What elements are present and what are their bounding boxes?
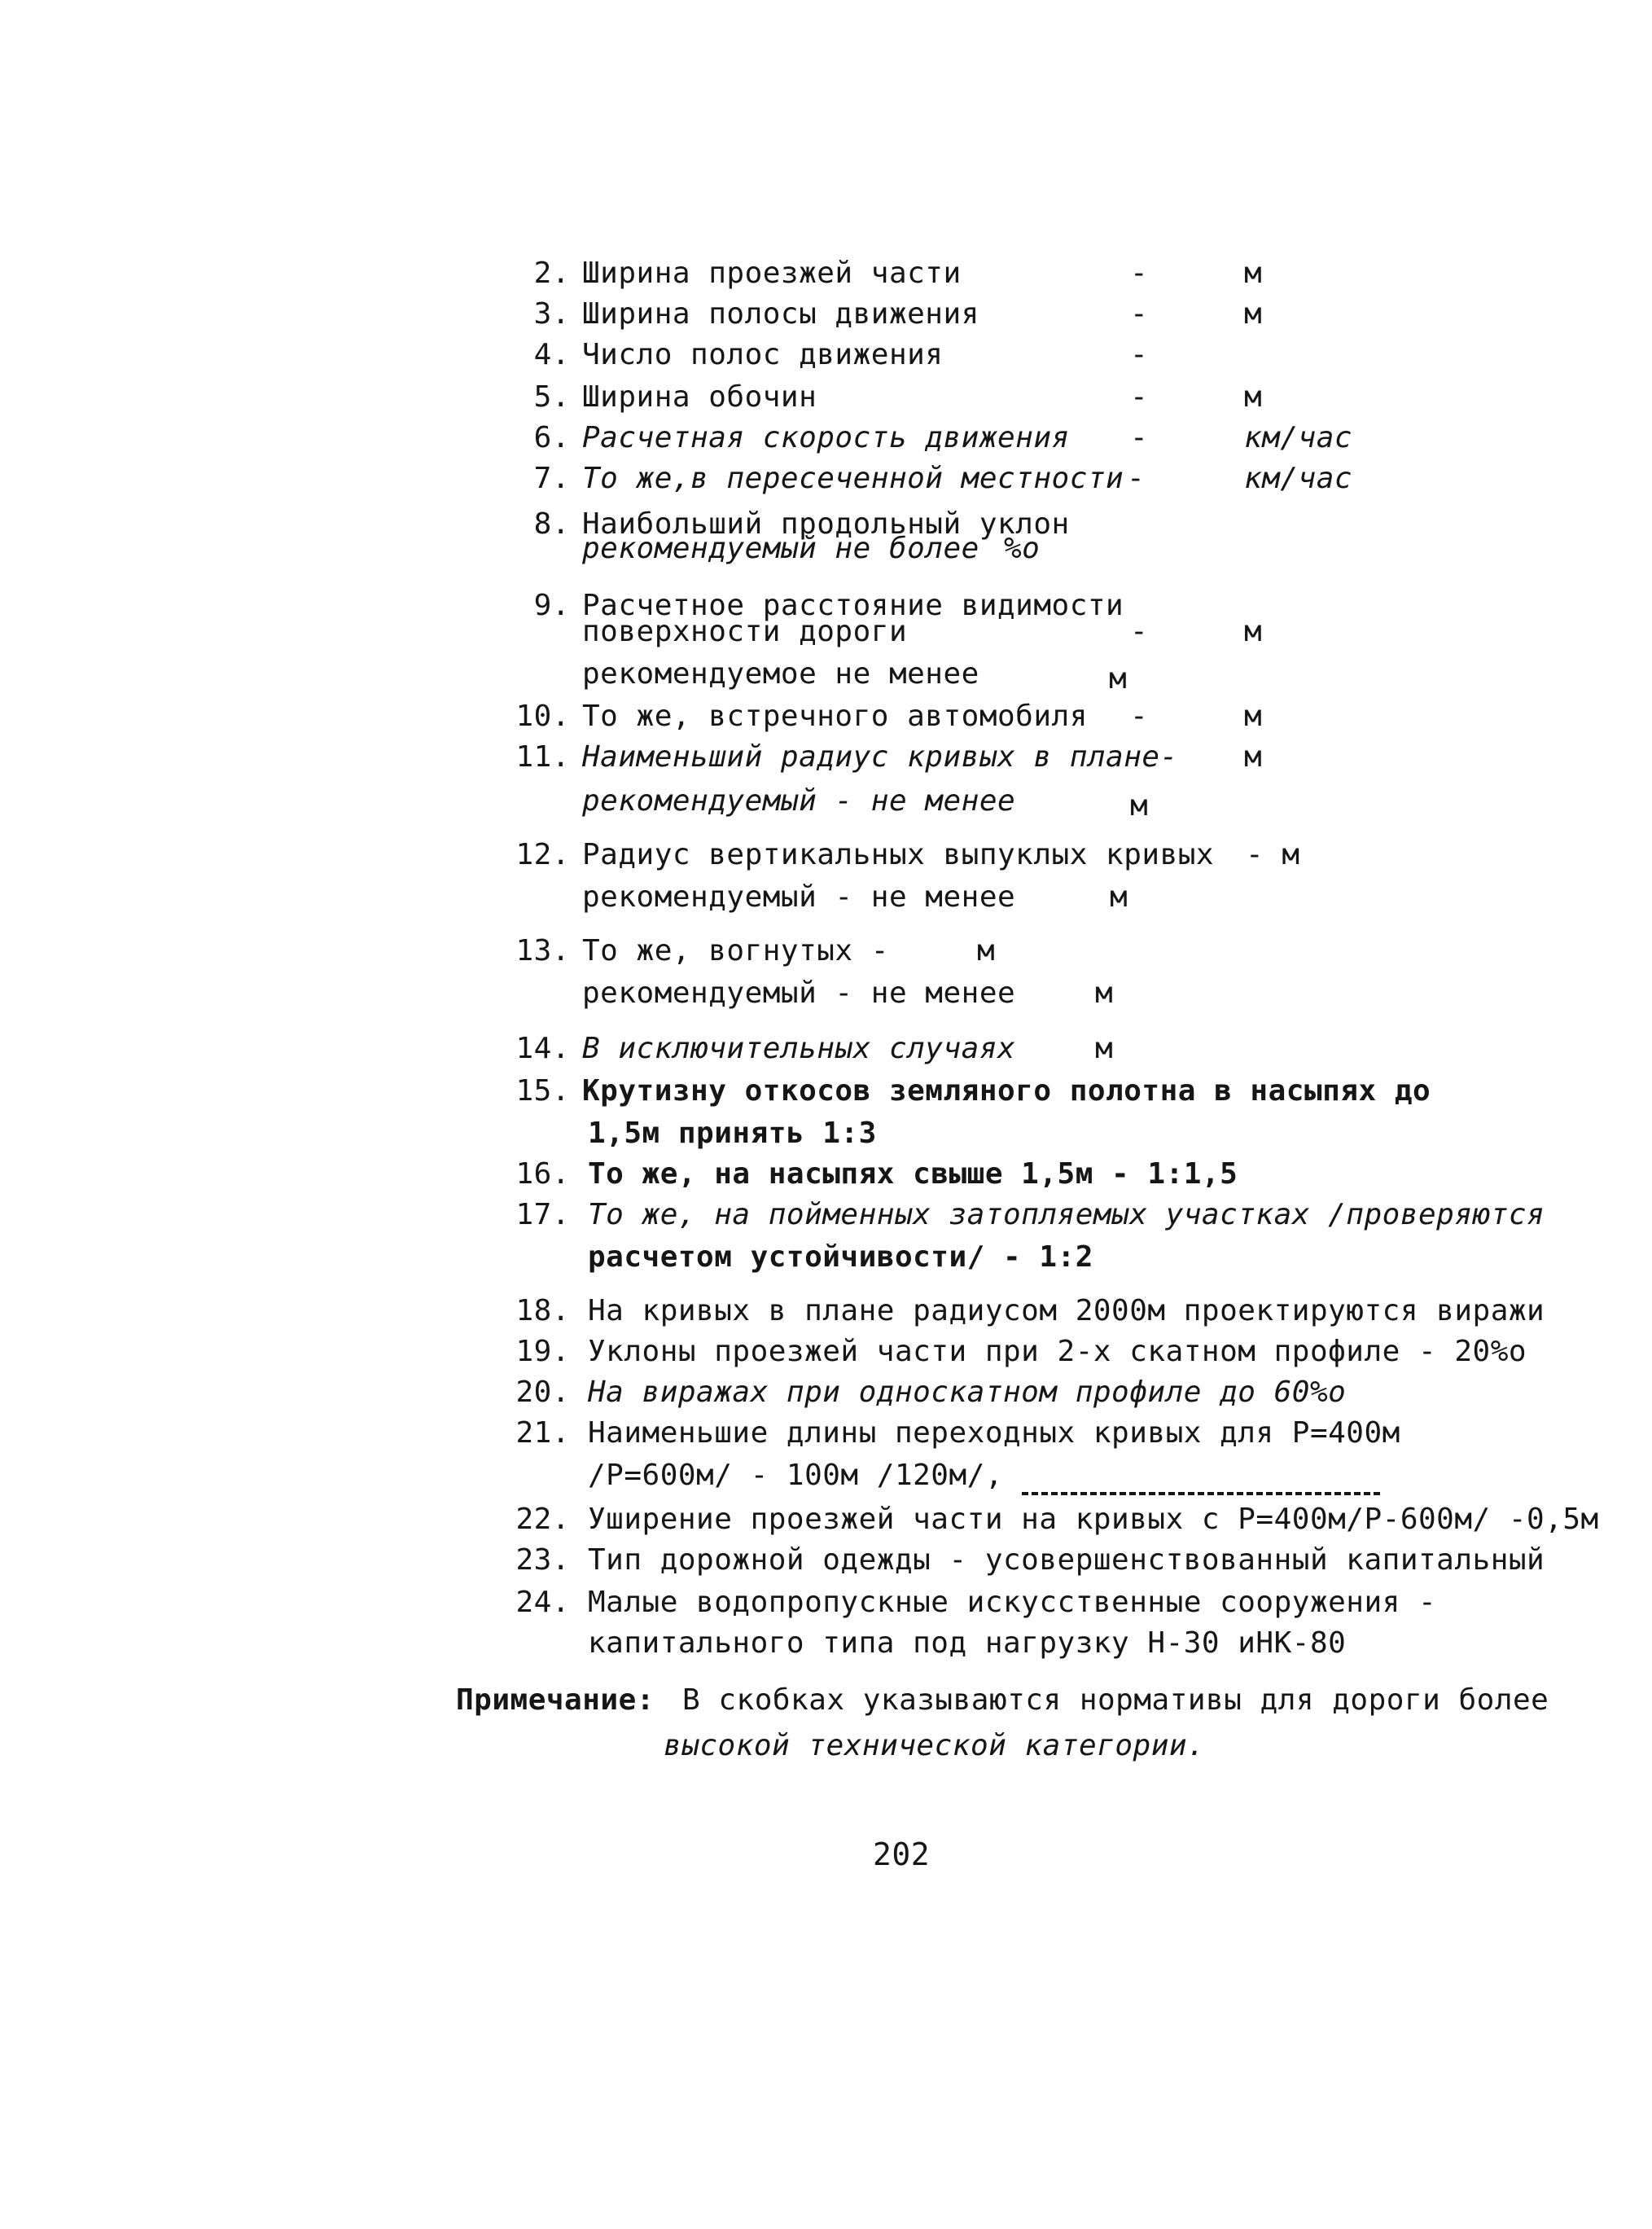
- item-number: 18.: [515, 1294, 570, 1327]
- item-text: Тип дорожной одежды - усовершенствованный капитальный: [588, 1543, 1545, 1577]
- item-unit: - м: [1246, 838, 1300, 871]
- item-number: 3.: [533, 297, 570, 331]
- item-number: 15.: [515, 1074, 570, 1108]
- item-unit: км/час: [1244, 462, 1353, 495]
- item-number: 5.: [533, 380, 570, 414]
- item-number: 2.: [533, 257, 570, 290]
- item-text: То же, встречного автомобиля: [582, 700, 1088, 733]
- item-unit: м: [1095, 1032, 1114, 1065]
- item-text: Наименьшие длины переходных кривых для Р=400м: [588, 1416, 1400, 1450]
- dashed-line: [1022, 1492, 1380, 1495]
- item-dash: -: [1130, 700, 1149, 733]
- item-dash: -: [1130, 297, 1149, 331]
- item-text: В исключительных случаях: [582, 1032, 1016, 1065]
- item-number: 7.: [533, 462, 570, 495]
- item-number: 17.: [515, 1198, 570, 1231]
- item-dash: -: [1130, 257, 1149, 290]
- item-number: 11.: [515, 740, 570, 774]
- item-number: 20.: [515, 1376, 570, 1409]
- item-number: 16.: [515, 1157, 570, 1191]
- item-text-line2: рекомендуемый - не менее: [582, 784, 1016, 818]
- item-text-line2: расчетом устойчивости/ - 1:2: [588, 1240, 1093, 1274]
- item-unit: м: [1130, 789, 1149, 823]
- item-text-line2: рекомендуемый - не менее: [582, 976, 1016, 1010]
- item-number: 8.: [533, 507, 570, 541]
- item-unit: м: [1244, 380, 1263, 414]
- item-number: 13.: [515, 934, 570, 968]
- item-text: Число полос движения: [582, 338, 944, 371]
- item-text: На кривых в плане радиусом 2000м проектируются виражи: [588, 1294, 1545, 1327]
- item-unit: м: [1244, 297, 1263, 331]
- item-unit: м: [1244, 257, 1263, 290]
- item-text: Ширина обочин: [582, 380, 817, 414]
- item-unit: м: [1109, 662, 1128, 695]
- item-text-line1: Наибольший продольный уклон: [582, 507, 1070, 541]
- item-dash: -: [1130, 380, 1149, 414]
- note-line2: высокой технической категории.: [664, 1729, 1206, 1762]
- item-unit: км/час: [1244, 421, 1353, 454]
- item-text-line2: 1,5м принять 1:3: [588, 1117, 877, 1150]
- item-text: Ширина полосы движения: [582, 297, 979, 331]
- item-number: 6.: [533, 421, 570, 454]
- item-text: Уширение проезжей части на кривых с Р=400м/Р-600м/ -0,5м: [588, 1503, 1599, 1536]
- item-dash: -: [1130, 615, 1149, 648]
- note-line1: В скобках указываются нормативы для дороги более: [682, 1683, 1549, 1717]
- item-number: 10.: [515, 700, 570, 733]
- item-unit: %o: [1004, 532, 1041, 565]
- item-text: То же, вогнутых -: [582, 934, 889, 968]
- item-number: 4.: [533, 338, 570, 371]
- item-text: Крутизну откосов земляного полотна в насыпях до: [582, 1074, 1431, 1108]
- item-text-line2: рекомендуемый не более: [582, 532, 979, 565]
- item-unit: м: [1244, 615, 1263, 648]
- item-text-line3: рекомендуемое не менее: [582, 657, 979, 691]
- item-text: На виражах при односкатном профиле до 60%o: [588, 1376, 1347, 1409]
- item-number: 19.: [515, 1335, 570, 1368]
- item-text: Ширина проезжей части: [582, 257, 962, 290]
- item-text: То же, на пойменных затопляемых участках /проверяются: [588, 1198, 1545, 1231]
- item-unit: м: [977, 934, 996, 968]
- item-text-line2: рекомендуемый - не менее: [582, 880, 1016, 914]
- item-dash: -: [1130, 421, 1149, 454]
- item-number: 22.: [515, 1503, 570, 1536]
- item-number: 14.: [515, 1032, 570, 1065]
- item-number: 24.: [515, 1586, 570, 1619]
- item-dash: -: [1127, 462, 1146, 495]
- item-text-line2: поверхности дороги: [582, 615, 908, 648]
- item-number: 21.: [515, 1416, 570, 1450]
- item-text: Расчетная скорость движения: [582, 421, 1070, 454]
- item-number: 9.: [533, 589, 570, 622]
- page-number: 202: [873, 1836, 931, 1872]
- item-text-line2: /Р=600м/ - 100м /120м/,: [588, 1459, 1003, 1492]
- item-dash: -: [1130, 338, 1149, 371]
- item-text-line2: капитального типа под нагрузку Н-30 иНК-80: [588, 1626, 1347, 1660]
- item-text-line1: Расчетное расстояние видимости: [582, 589, 1124, 622]
- item-unit: м: [1244, 740, 1263, 774]
- item-number: 23.: [515, 1543, 570, 1577]
- item-number: 12.: [515, 838, 570, 871]
- item-text: Радиус вертикальных выпуклых кривых: [582, 838, 1215, 871]
- item-text: То же, на насыпях свыше 1,5м - 1:1,5: [588, 1157, 1238, 1191]
- item-text: То же,в пересеченной местности: [582, 462, 1124, 495]
- item-unit: м: [1110, 880, 1128, 914]
- item-unit: м: [1095, 976, 1114, 1010]
- item-unit: м: [1244, 700, 1263, 733]
- item-text: Малые водопропускные искусственные сооружения -: [588, 1586, 1437, 1619]
- note-label: Примечание:: [456, 1683, 655, 1717]
- item-text: Наименьший радиус кривых в плане-: [582, 740, 1178, 774]
- item-text: Уклоны проезжей части при 2-х скатном профиле - 20%o: [588, 1335, 1527, 1368]
